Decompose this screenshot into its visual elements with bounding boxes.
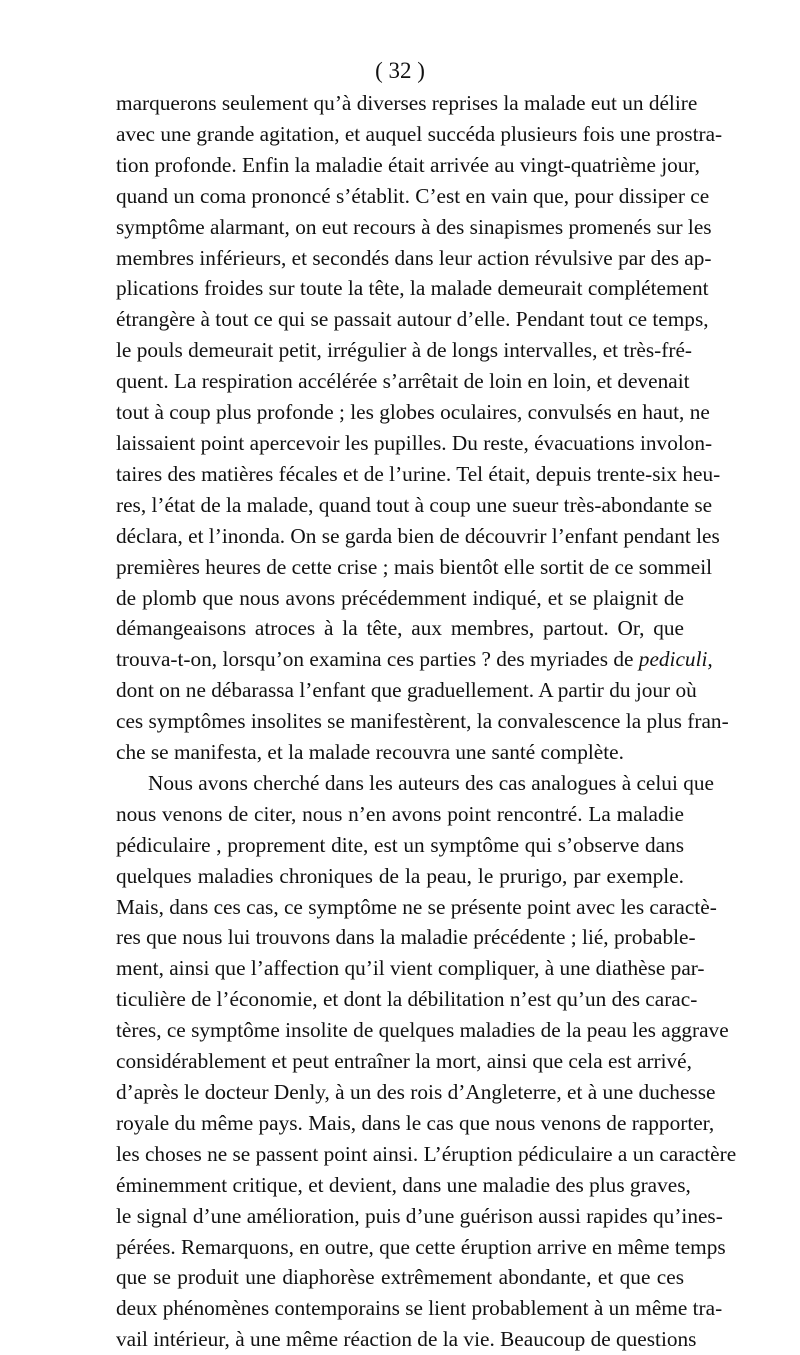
text-line: d’après le docteur Denly, à un des rois d’Angleterre, et à une duchesse (116, 1080, 716, 1104)
text-line-with-italic (116, 644, 713, 675)
text-line: res que nous lui trouvons dans la maladie précédente ; lié, probable- (116, 925, 696, 950)
text-line: marquerons seulement qu’à diverses reprises la malade eut un délire (116, 91, 698, 115)
paragraph-continuation (116, 88, 729, 768)
italic-term: pediculi, (638, 647, 713, 672)
text-line: laissaient point apercevoir les pupilles. Du reste, évacuations involon- (116, 430, 713, 455)
text-line: quand un coma prononcé s’établit. C’est en vain que, pour dissiper ce (116, 183, 710, 208)
text-line: pérées. Remarquons, en outre, que cette éruption arrive en même temps (116, 1234, 726, 1259)
text-line: quent. La respiration accélérée s’arrêtait de loin en loin, et devenait (116, 369, 690, 394)
text-line: vail intérieur, à une même réaction de la vie. Beaucoup de questions (116, 1327, 697, 1352)
page-number: ( 32 ) (375, 58, 425, 83)
text-line: étrangère à tout ce qui se passait autour d’elle. Pendant tout ce temps, (116, 307, 709, 332)
text-line: nous venons de citer, nous n’en avons point rencontré. La maladie (116, 801, 684, 826)
text-line: membres inférieurs, et secondés dans leur action révulsive par des ap- (116, 245, 712, 270)
text-line: déclara, et l’inonda. On se garda bien de découvrir l’enfant pendant les (116, 523, 720, 548)
text-line: éminemment critique, et devient, dans une maladie des plus graves, (116, 1172, 691, 1197)
text-line: le signal d’une amélioration, puis d’une guérison aussi rapides qu’ines- (116, 1203, 723, 1228)
text-line: ticulière de l’économie, et dont la débilitation n’est qu’un des carac- (116, 987, 698, 1012)
text-line: taires des matières fécales et de l’urine. Tel était, depuis trente-six heu- (116, 461, 721, 486)
text-segment: trouva-t-on, lorsqu’on examina ces parties ? des myriades de (116, 647, 639, 672)
text-line: dont on ne débarassa l’enfant que graduellement. A partir du jour où (116, 678, 697, 703)
text-line: plications froides sur toute la tête, la malade demeurait complétement (116, 276, 709, 301)
text-line: de plomb que nous avons précédemment indiqué, et se plaignit de (116, 585, 684, 610)
text-line: ment, ainsi que l’affection qu’il vient compliquer, à une diathèse par- (116, 956, 705, 981)
text-line: ces symptômes insolites se manifestèrent, la convalescence la plus fran- (116, 709, 729, 734)
text-line: symptôme alarmant, on eut recours à des sinapismes promenés sur les (116, 214, 712, 239)
text-line: deux phénomènes contemporains se lient probablement à un même tra- (116, 1296, 723, 1321)
text-line: pédiculaire , proprement dite, est un symptôme qui s’observe dans (116, 832, 684, 857)
text-line: les choses ne se passent point ainsi. L’éruption pédiculaire a un caractère (116, 1141, 737, 1166)
text-line: considérablement et peut entraîner la mort, ainsi que cela est arrivé, (116, 1049, 692, 1074)
text-line: res, l’état de la malade, quand tout à coup une sueur très-abondante se (116, 492, 713, 517)
text-line: avec une grande agitation, et auquel succéda plusieurs fois une prostra- (116, 121, 723, 146)
text-line: premières heures de cette crise ; mais bientôt elle sortit de ce sommeil (116, 554, 713, 579)
body-text (116, 88, 737, 1355)
paragraph (116, 768, 737, 1355)
text-line: che se manifesta, et la malade recouvra une santé complète. (116, 740, 624, 765)
text-line: le pouls demeurait petit, irrégulier à de longs intervalles, et très-fré- (116, 338, 692, 363)
text-line: que se produit une diaphorèse extrêmement abondante, et que ces (116, 1265, 684, 1290)
text-line: Nous avons cherché dans les auteurs des cas analogues à celui que (148, 770, 714, 795)
text-line: tout à coup plus profonde ; les globes oculaires, convulsés en haut, ne (116, 400, 710, 425)
text-line: tion profonde. Enfin la maladie était arrivée au vingt-quatrième jour, (116, 152, 701, 177)
text-line: quelques maladies chroniques de la peau, le prurigo, par exemple. (116, 863, 684, 888)
text-line: démangeaisons atroces à la tête, aux membres, partout. Or, que (116, 616, 684, 641)
text-line: royale du même pays. Mais, dans le cas que nous venons de rapporter, (116, 1110, 715, 1135)
text-line: tères, ce symptôme insolite de quelques maladies de la peau les aggrave (116, 1018, 729, 1043)
text-line: Mais, dans ces cas, ce symptôme ne se présente point avec les caractè- (116, 894, 717, 919)
